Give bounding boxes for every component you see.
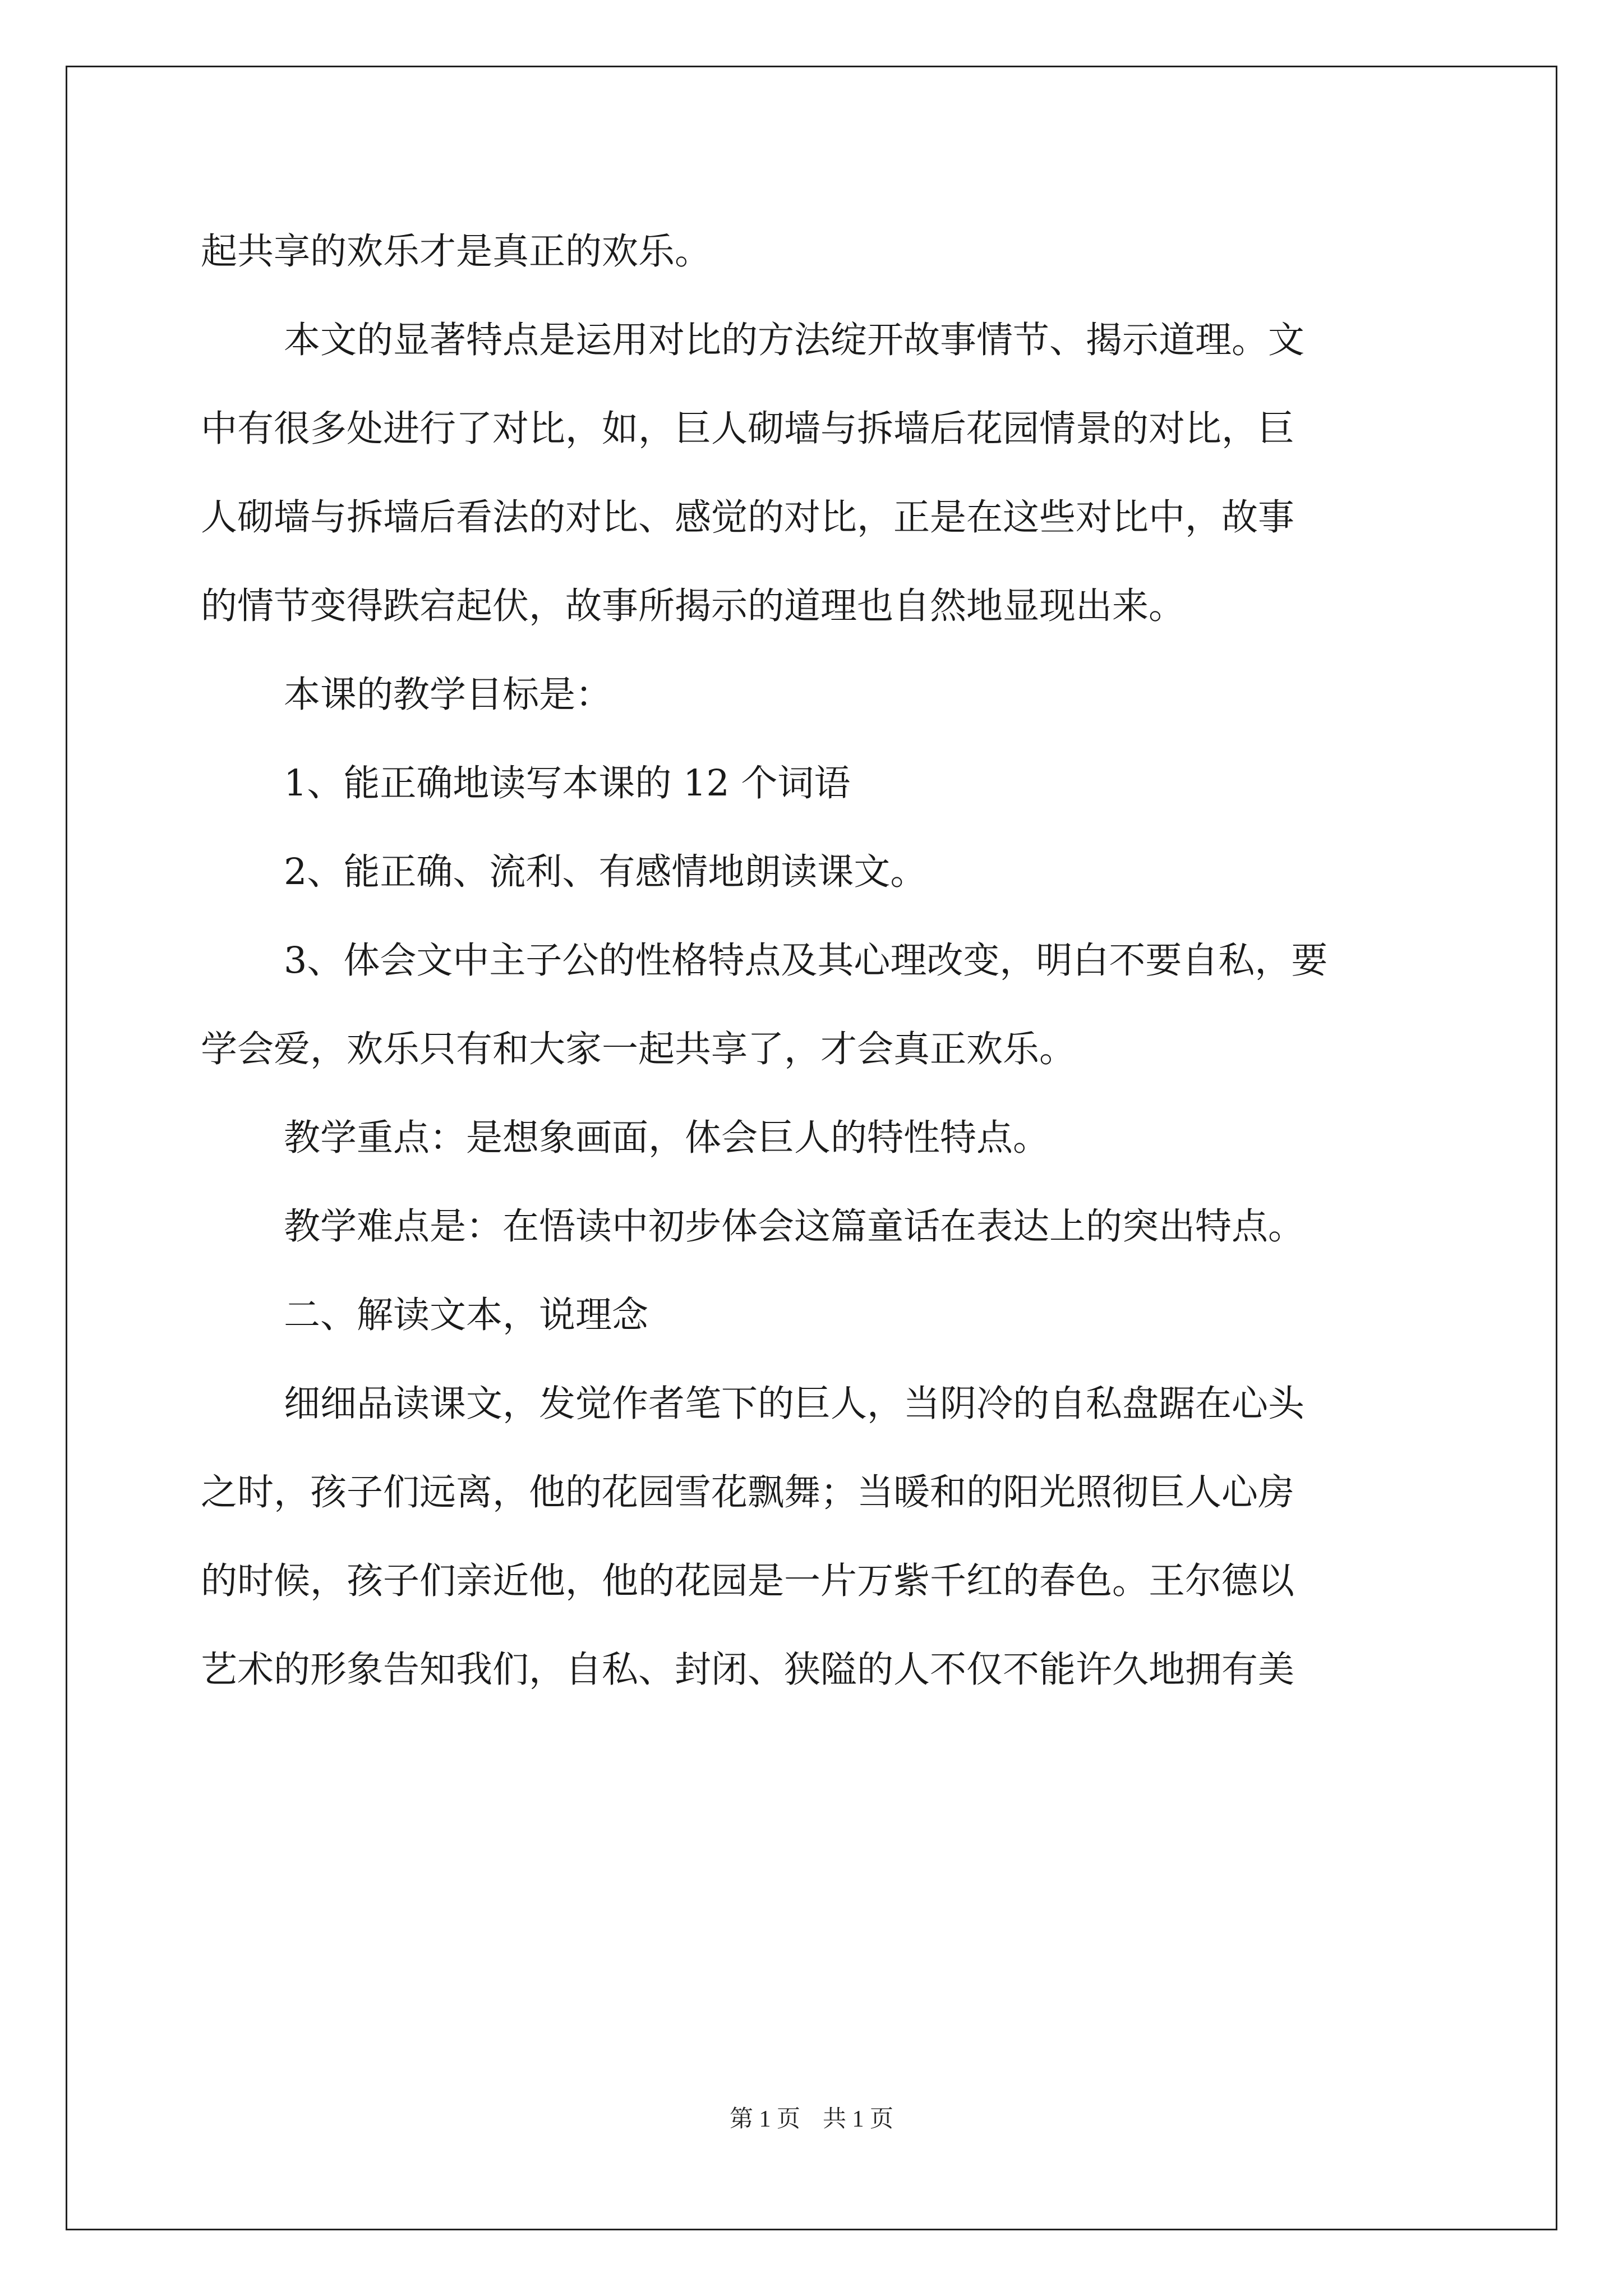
- text-line-4: 人砌墙与拆墙后看法的对比、感觉的对比，正是在这些对比中，故事: [201, 496, 1295, 539]
- text-line-16: 的时候，孩子们亲近他，他的花园是一片万紫千红的春色。王尔德以: [201, 1560, 1295, 1602]
- document-body: [201, 208, 1423, 1714]
- text-line-12: 教学难点是：在悟读中初步体会这篇童话在表达上的突出特点。: [284, 1205, 1305, 1248]
- text-line-7: 1、能正确地读写本课的 12 个词语: [284, 762, 851, 804]
- text-line-15: 之时，孩子们远离，他的花园雪花飘舞；当暖和的阳光照彻巨人心房: [201, 1471, 1295, 1513]
- text-line-3: 中有很多处进行了对比，如，巨人砌墙与拆墙后花园情景的对比，巨: [201, 408, 1295, 450]
- page-total: 共 1 页: [823, 2106, 894, 2132]
- text-line-17: 艺术的形象告知我们，自私、封闭、狭隘的人不仅不能许久地拥有美: [201, 1649, 1295, 1691]
- page-footer: [0, 2100, 1623, 2134]
- page-number: 第 1 页: [729, 2106, 800, 2132]
- text-line-8: 2、能正确、流利、有感情地朗读课文。: [284, 851, 927, 893]
- text-line-1: 起共享的欢乐才是真正的欢乐。: [201, 231, 712, 273]
- text-line-2: 本文的显著特点是运用对比的方法绽开故事情节、揭示道理。文: [284, 319, 1305, 361]
- section-heading: 二、解读文本，说理念: [284, 1294, 649, 1336]
- text-line-9: 3、体会文中主子公的性格特点及其心理改变，明白不要自私，要: [284, 940, 1328, 982]
- text-line-6: 本课的教学目标是：: [284, 674, 612, 716]
- text-line-5: 的情节变得跌宕起伏，故事所揭示的道理也自然地显现出来。: [201, 585, 1186, 627]
- text-line-14: 细细品读课文，发觉作者笔下的巨人，当阴冷的自私盘踞在心头: [284, 1383, 1305, 1425]
- text-line-11: 教学重点：是想象画面，体会巨人的特性特点。: [284, 1117, 1050, 1159]
- text-line-10: 学会爱，欢乐只有和大家一起共享了，才会真正欢乐。: [201, 1028, 1076, 1070]
